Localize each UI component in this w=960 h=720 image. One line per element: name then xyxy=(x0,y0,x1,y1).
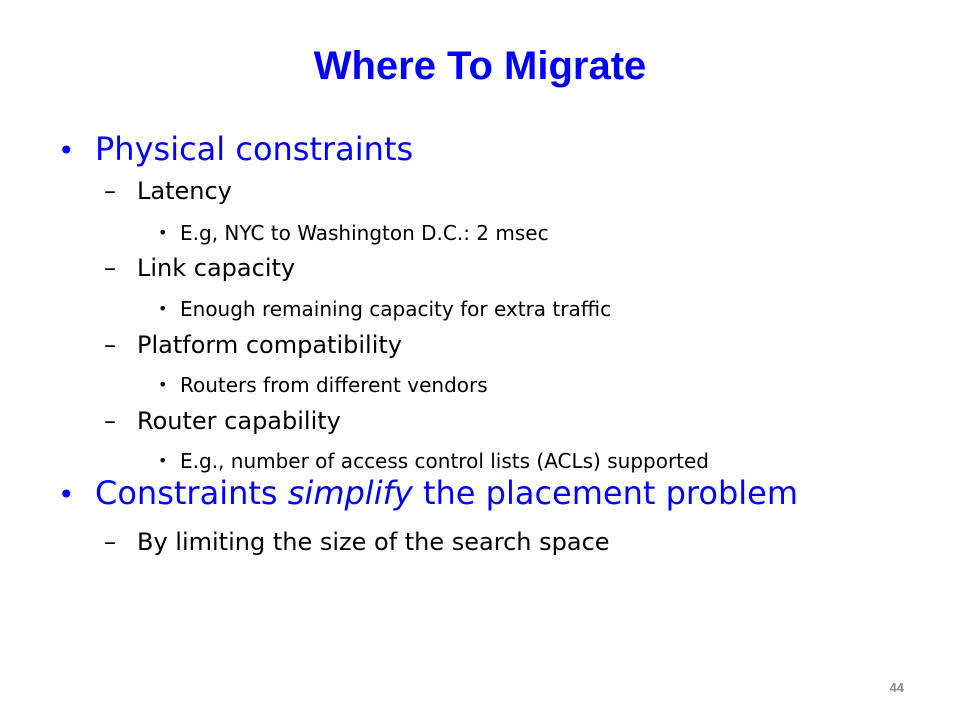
sub-bullet-latency xyxy=(0,177,960,209)
bullet-text-emphasis: simplify xyxy=(287,474,413,512)
sub-bullet-text: By limiting the size of the search space xyxy=(137,528,610,556)
sub-bullet-link-capacity xyxy=(0,254,960,286)
dot-marker: • xyxy=(158,299,168,318)
detail-text: E.g, NYC to Washington D.C.: 2 msec xyxy=(180,221,549,245)
bullet-constraints-simplify xyxy=(0,474,960,518)
sub-bullet-text: Platform compatibility xyxy=(137,331,402,359)
sub-bullet-text: Router capability xyxy=(137,407,341,435)
page-number: 44 xyxy=(889,680,904,695)
dash-marker: – xyxy=(104,528,116,556)
slide-title: Where To Migrate xyxy=(313,44,647,88)
dot-marker: • xyxy=(158,223,168,242)
dot-marker: • xyxy=(158,375,168,394)
bullet-physical-constraints xyxy=(0,130,960,174)
bullet-marker: • xyxy=(58,134,75,167)
bullet-marker: • xyxy=(58,478,75,511)
detail-latency xyxy=(0,221,960,247)
sub-bullet-router-capability xyxy=(0,407,960,439)
bullet-text-lead: Constraints xyxy=(95,474,278,512)
dash-marker: – xyxy=(104,407,116,435)
dash-marker: – xyxy=(104,177,116,205)
detail-text: Enough remaining capacity for extra traffic xyxy=(180,297,612,321)
sub-bullet-search-space xyxy=(0,528,960,560)
bullet-text xyxy=(95,474,798,512)
sub-bullet-platform-compatibility xyxy=(0,331,960,363)
detail-text: Routers from different vendors xyxy=(180,373,488,397)
detail-link-capacity xyxy=(0,297,960,323)
bullet-text: Physical constraints xyxy=(95,130,414,168)
dash-marker: – xyxy=(104,254,116,282)
detail-router-capability xyxy=(0,449,960,475)
bullet-text-tail: the placement problem xyxy=(422,474,798,512)
dot-marker: • xyxy=(158,451,168,470)
detail-text: E.g., number of access control lists (ACLs) supported xyxy=(180,449,710,473)
sub-bullet-text: Latency xyxy=(137,177,232,205)
sub-bullet-text: Link capacity xyxy=(137,254,296,282)
dash-marker: – xyxy=(104,331,116,359)
detail-platform-compatibility xyxy=(0,373,960,399)
